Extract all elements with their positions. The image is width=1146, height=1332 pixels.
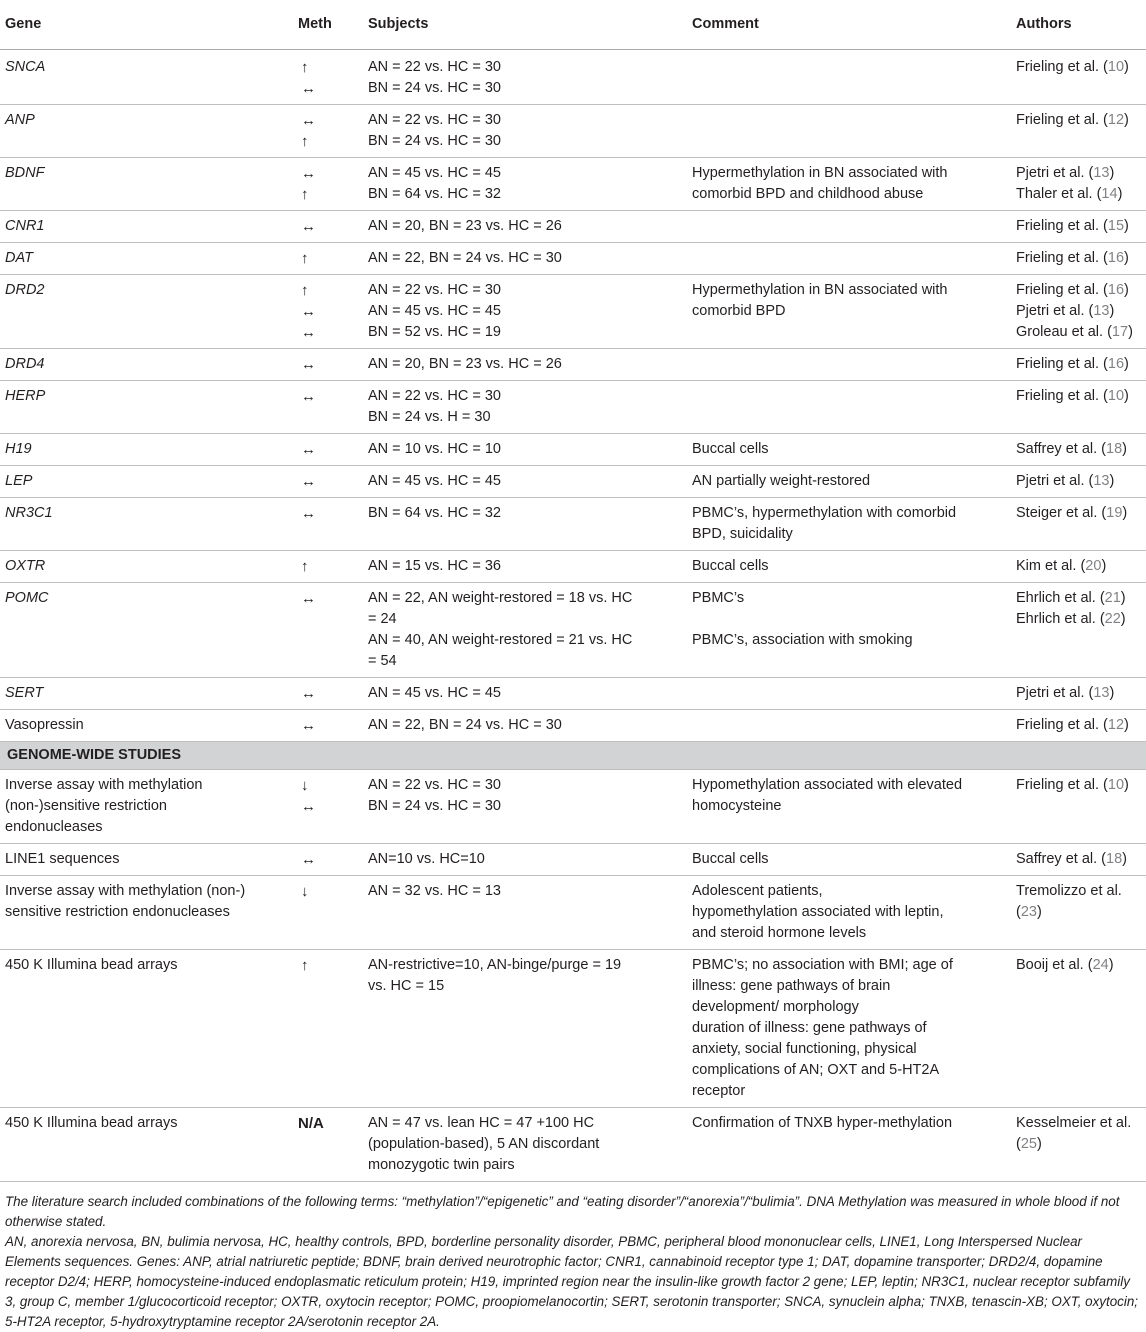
comment-text: duration of illness: gene pathways of [692,1020,927,1036]
subjects-text: BN = 52 vs. HC = 19 [368,324,501,340]
gene-name: LINE1 sequences [5,851,120,867]
subjects-cell [362,551,686,583]
meth-cell [292,381,362,434]
comment-cell [686,498,1010,551]
table-row [0,243,1146,275]
authors-cell [1010,770,1146,844]
table-row [0,434,1146,466]
comment-text: and steroid hormone levels [692,925,867,941]
authors-cell [1010,466,1146,498]
gene-name: POMC [5,590,49,606]
table-row [0,551,1146,583]
methylation-arrow-icon: ↔ [301,685,316,702]
comment-cell [686,211,1010,243]
footnote-abbreviations: AN, anorexia nervosa, BN, bulimia nervosa, HC, healthy controls, BPD, borderline personality disorder, PBMC, peripheral blood mononuclear cells, LINE1, Long Interspersed Nuclear Elements sequences. Genes: ANP, atrial natriuretic peptide; BDNF, brain derived neurotrophic factor; CNR1, cannabinoid receptor type 1; DAT, dopamine transporter; DRD2/4, dopamine receptor D2/4; HERP, homocysteine-induced endoplasmatic reticulum protein; H19, imprinted region near the insulin-like growth factor 2 gene; LEP, leptin; NR3C1, nuclear receptor subfamily 3, group C, member 1/glucocorticoid receptor; OXTR, oxytocin receptor; POMC, proopiomelanocortin; SERT, serotonin transporter; SNCA, synuclein alpha; TNXB, tenascin-XB; OXT, oxytocin; 5-HT2A receptor, 5-hydroxytryptamine receptor 2A/serotonin receptor 2A. [5,1234,1138,1329]
authors-cell [1010,710,1146,742]
meth-cell [292,844,362,876]
subjects-cell [362,1108,686,1182]
comment-text: Confirmation of TNXB hyper-methylation [692,1115,953,1131]
reference-link[interactable]: 20 [1085,558,1102,574]
header-gene: Gene [0,0,292,50]
comment-cell [686,950,1010,1108]
gene-name: CNR1 [5,218,45,234]
subjects-text: AN = 15 vs. HC = 36 [368,558,501,574]
comment-text: development/ morphology [692,999,859,1015]
comment-cell [686,466,1010,498]
gene-name: LEP [5,473,33,489]
table-row [0,466,1146,498]
subjects-text: AN = 22 vs. HC = 30 [368,282,501,298]
gene-cell [0,551,292,583]
subjects-cell [362,275,686,349]
gene-cell [0,876,292,950]
subjects-cell [362,158,686,211]
subjects-text: vs. HC = 15 [368,978,445,994]
comment-cell [686,243,1010,275]
comment-text: PBMC’s [692,590,745,606]
author-citation: Pjetri et al. (13) [1016,473,1115,489]
comment-cell [686,50,1010,105]
author-citation: Saffrey et al. (18) [1016,851,1127,867]
subjects-text: AN = 22, BN = 24 vs. HC = 30 [368,717,562,733]
subjects-text: AN = 45 vs. HC = 45 [368,303,501,319]
author-citation: Frieling et al. (16) [1016,250,1129,266]
author-citation: Frieling et al. (16) [1016,356,1129,372]
gene-cell [0,349,292,381]
comment-cell [686,275,1010,349]
comment-cell [686,105,1010,158]
comment-text: homocysteine [692,798,782,814]
table-row [0,678,1146,710]
reference-link[interactable]: 18 [1106,441,1123,457]
author-citation: (23) [1016,904,1042,920]
comment-text: anxiety, social functioning, physical [692,1041,917,1057]
header-comment: Comment [686,0,1010,50]
author-citation: Kesselmeier et al. [1016,1115,1132,1131]
comment-text: receptor [692,1083,746,1099]
comment-cell [686,844,1010,876]
reference-link[interactable]: 24 [1092,957,1109,973]
subjects-cell [362,498,686,551]
comment-text: BPD, suicidality [692,526,793,542]
gene-name: Inverse assay with methylation (non-) [5,883,246,899]
header-authors: Authors [1010,0,1146,50]
reference-link[interactable]: 17 [1111,324,1129,340]
meth-cell [292,466,362,498]
header-subjects: Subjects [362,0,686,50]
gene-name: 450 K Illumina bead arrays [5,1115,178,1131]
methylation-arrow-icon: ↔ [301,80,316,97]
reference-link[interactable]: 13 [1093,685,1110,701]
gene-cell [0,466,292,498]
gene-name: ANP [5,112,35,128]
comment-text: Hypermethylation in BN associated with [692,282,948,298]
comment-text: Buccal cells [692,441,769,457]
authors-cell [1010,349,1146,381]
comment-cell [686,381,1010,434]
subjects-cell [362,243,686,275]
subjects-text: BN = 24 vs. HC = 30 [368,133,501,149]
comment-cell [686,1108,1010,1182]
authors-cell [1010,950,1146,1108]
subjects-cell [362,349,686,381]
gene-cell [0,381,292,434]
reference-link[interactable]: 12 [1107,717,1125,733]
subjects-cell [362,844,686,876]
author-citation: Thaler et al. (14) [1016,186,1123,202]
subjects-text: AN = 22, AN weight-restored = 18 vs. HC [368,590,633,606]
meth-cell [292,710,362,742]
section-title: GENOME-WIDE STUDIES [7,747,182,763]
author-citation: Booij et al. (24) [1016,957,1114,973]
reference-link[interactable]: 10 [1107,388,1125,404]
subjects-cell [362,50,686,105]
gene-name: DRD2 [5,282,45,298]
reference-link[interactable]: 15 [1107,218,1125,234]
methylation-arrow-icon: ↔ [301,717,316,734]
comment-text: Hypomethylation associated with elevated [692,777,963,793]
reference-link[interactable]: 13 [1093,303,1110,319]
authors-cell [1010,211,1146,243]
reference-link[interactable]: 13 [1093,473,1110,489]
gene-name: Inverse assay with methylation [5,777,203,793]
comment-cell [686,710,1010,742]
comment-text: Hypermethylation in BN associated with [692,165,948,181]
reference-link[interactable]: 10 [1107,777,1125,793]
methylation-arrow-icon: ↑ [301,282,309,299]
subjects-text: AN = 20, BN = 23 vs. HC = 26 [368,218,562,234]
authors-cell [1010,583,1146,678]
gene-name: H19 [5,441,32,457]
table-row [0,381,1146,434]
gene-name: 450 K Illumina bead arrays [5,957,178,973]
methylation-arrow-icon: ↔ [301,324,316,341]
author-citation: Pjetri et al. (13) [1016,685,1115,701]
table-row [0,105,1146,158]
subjects-text: AN-restrictive=10, AN-binge/purge = 19 [368,957,622,973]
comment-text: comorbid BPD and childhood abuse [692,186,924,202]
gene-name: DRD4 [5,356,45,372]
comment-cell [686,583,1010,678]
subjects-text: = 24 [368,611,397,627]
gene-name: (non-)sensitive restriction [5,798,167,814]
table-row [0,710,1146,742]
table-row [0,844,1146,876]
author-citation: Frieling et al. (12) [1016,717,1129,733]
subjects-text: AN=10 vs. HC=10 [368,851,485,867]
author-citation: Frieling et al. (10) [1016,388,1129,404]
comment-text: Buccal cells [692,558,769,574]
reference-link[interactable]: 19 [1106,505,1123,521]
gene-cell [0,434,292,466]
reference-link[interactable]: 18 [1106,851,1123,867]
methylation-arrow-icon: ↔ [301,590,316,607]
table-row [0,1108,1146,1182]
subjects-text: AN = 45 vs. HC = 45 [368,685,501,701]
gene-cell [0,770,292,844]
meth-cell [292,275,362,349]
methylation-arrow-icon: ↓ [301,883,309,900]
author-citation: (25) [1016,1136,1042,1152]
authors-cell [1010,105,1146,158]
table-row [0,498,1146,551]
author-citation: Tremolizzo et al. [1016,883,1122,899]
gene-cell [0,275,292,349]
gene-name: DAT [5,250,33,266]
subjects-text: BN = 64 vs. HC = 32 [368,505,501,521]
author-citation: Pjetri et al. (13) [1016,303,1115,319]
table-header-row [0,0,1146,50]
gene-name: NR3C1 [5,505,53,521]
meth-cell [292,243,362,275]
methylation-arrow-icon: ↑ [301,59,309,76]
subjects-text: AN = 10 vs. HC = 10 [368,441,501,457]
reference-link[interactable]: 23 [1020,904,1037,920]
comment-cell [686,551,1010,583]
subjects-cell [362,710,686,742]
comment-text: Adolescent patients, [692,883,823,899]
subjects-text: BN = 24 vs. HC = 30 [368,80,501,96]
methylation-arrow-icon: ↑ [301,186,309,203]
comment-text: illness: gene pathways of brain [692,978,891,994]
authors-cell [1010,498,1146,551]
gene-name: HERP [5,388,46,404]
subjects-text: AN = 47 vs. lean HC = 47 +100 HC [368,1115,595,1131]
subjects-text: AN = 45 vs. HC = 45 [368,165,501,181]
subjects-text: = 54 [368,653,397,669]
meth-cell [292,678,362,710]
authors-cell [1010,1108,1146,1182]
methylation-arrow-icon: ↑ [301,558,309,575]
authors-cell [1010,844,1146,876]
subjects-cell [362,678,686,710]
methylation-arrow-icon: ↓ [301,777,309,794]
authors-cell [1010,678,1146,710]
subjects-text: (population-based), 5 AN discordant [368,1136,600,1152]
author-citation: Saffrey et al. (18) [1016,441,1127,457]
subjects-cell [362,211,686,243]
author-citation: Frieling et al. (10) [1016,59,1129,75]
author-citation: Frieling et al. (16) [1016,282,1129,298]
authors-cell [1010,243,1146,275]
section-header-row [0,742,1146,770]
meth-cell [292,770,362,844]
gene-cell [0,158,292,211]
gene-cell [0,678,292,710]
gene-cell [0,50,292,105]
author-citation: Frieling et al. (10) [1016,777,1129,793]
reference-link[interactable]: 16 [1107,250,1125,266]
gene-name: OXTR [5,558,46,574]
reference-link[interactable]: 16 [1107,356,1125,372]
authors-cell [1010,275,1146,349]
comment-cell [686,678,1010,710]
comment-cell [686,876,1010,950]
meth-cell [292,498,362,551]
table-body [0,50,1146,1182]
meth-cell [292,551,362,583]
gene-name: endonucleases [5,819,103,835]
footnote-search-terms: The literature search included combinations of the following terms: “methylation”/“epigenetic” and “eating disorder”/“anorexia”/“bulimia”. DNA Methylation was measured in whole blood if not otherwise stated. [5,1194,1120,1229]
authors-cell [1010,551,1146,583]
authors-cell [1010,158,1146,211]
meth-cell [292,158,362,211]
subjects-cell [362,876,686,950]
subjects-cell [362,381,686,434]
methylation-arrow-icon: ↔ [301,441,316,458]
methylation-arrow-icon: ↔ [301,218,316,235]
meth-cell [292,434,362,466]
reference-link[interactable]: 21 [1104,590,1121,606]
comment-text: PBMC’s, hypermethylation with comorbid [692,505,957,521]
meth-cell [292,105,362,158]
authors-cell [1010,381,1146,434]
subjects-cell [362,434,686,466]
comment-text: comorbid BPD [692,303,786,319]
reference-link[interactable]: 16 [1107,282,1125,298]
subjects-text: AN = 20, BN = 23 vs. HC = 26 [368,356,562,372]
meth-cell [292,1108,362,1182]
table-row [0,275,1146,349]
methylation-arrow-icon: ↑ [301,957,309,974]
author-citation: Frieling et al. (15) [1016,218,1129,234]
author-citation: Groleau et al. (17) [1016,324,1133,340]
table-row [0,50,1146,105]
methylation-arrow-icon: ↔ [301,505,316,522]
author-citation: Frieling et al. (12) [1016,112,1129,128]
subjects-text: AN = 22 vs. HC = 30 [368,388,501,404]
meth-cell [292,50,362,105]
gene-cell [0,710,292,742]
author-citation: Kim et al. (20) [1016,558,1107,574]
authors-cell [1010,50,1146,105]
subjects-text: AN = 22, BN = 24 vs. HC = 30 [368,250,562,266]
subjects-text: BN = 24 vs. HC = 30 [368,798,501,814]
gene-cell [0,583,292,678]
subjects-text: BN = 24 vs. H = 30 [368,409,491,425]
meth-cell [292,211,362,243]
gene-cell [0,1108,292,1182]
comment-text: PBMC’s, association with smoking [692,632,913,648]
table-row [0,158,1146,211]
section-header-cell [0,742,1146,770]
table-footnote [5,1192,1141,1332]
methylation-arrow-icon: ↔ [301,798,316,815]
reference-link[interactable]: 14 [1101,186,1118,202]
table-row [0,211,1146,243]
meth-cell [292,950,362,1108]
methylation-arrow-icon: ↔ [301,356,316,373]
not-available-label: N/A [298,1115,324,1132]
subjects-cell [362,466,686,498]
reference-link[interactable]: 13 [1093,165,1110,181]
gene-name: sensitive restriction endonucleases [5,904,230,920]
author-citation: Steiger et al. (19) [1016,505,1128,521]
reference-link[interactable]: 22 [1104,611,1121,627]
subjects-text: BN = 64 vs. HC = 32 [368,186,501,202]
methylation-arrow-icon: ↔ [301,851,316,868]
gene-cell [0,498,292,551]
subjects-cell [362,950,686,1108]
table-row [0,583,1146,678]
gene-name: SNCA [5,59,46,75]
methylation-arrow-icon: ↔ [301,303,316,320]
gene-cell [0,950,292,1108]
authors-cell [1010,876,1146,950]
subjects-text: AN = 22 vs. HC = 30 [368,112,501,128]
comment-cell [686,349,1010,381]
reference-link[interactable]: 10 [1107,59,1125,75]
methylation-arrow-icon: ↑ [301,250,309,267]
gene-name: Vasopressin [5,717,84,733]
subjects-text: AN = 22 vs. HC = 30 [368,59,501,75]
comment-text [692,609,1004,630]
subjects-text: AN = 32 vs. HC = 13 [368,883,501,899]
table-row [0,950,1146,1108]
header-meth: Meth [292,0,362,50]
comment-cell [686,770,1010,844]
methylation-arrow-icon: ↔ [301,473,316,490]
table-row [0,349,1146,381]
reference-link[interactable]: 12 [1107,112,1125,128]
comment-cell [686,158,1010,211]
gene-name: BDNF [5,165,45,181]
subjects-cell [362,583,686,678]
subjects-text: monozygotic twin pairs [368,1157,515,1173]
subjects-text: AN = 45 vs. HC = 45 [368,473,501,489]
meth-cell [292,876,362,950]
meth-cell [292,349,362,381]
methylation-arrow-icon: ↑ [301,133,309,150]
subjects-text: AN = 22 vs. HC = 30 [368,777,501,793]
comment-text: complications of AN; OXT and 5-HT2A [692,1062,940,1078]
gene-name: SERT [5,685,44,701]
methylation-arrow-icon: ↔ [301,165,316,182]
table-row [0,770,1146,844]
author-citation: Ehrlich et al. (21) [1016,590,1126,606]
reference-link[interactable]: 25 [1020,1136,1037,1152]
comment-cell [686,434,1010,466]
methylation-arrow-icon: ↔ [301,112,316,129]
author-citation: Pjetri et al. (13) [1016,165,1115,181]
table-row [0,876,1146,950]
subjects-cell [362,770,686,844]
comment-text: hypomethylation associated with leptin, [692,904,944,920]
gene-cell [0,243,292,275]
comment-text: AN partially weight-restored [692,473,871,489]
author-citation: Ehrlich et al. (22) [1016,611,1126,627]
meth-cell [292,583,362,678]
methylation-arrow-icon: ↔ [301,388,316,405]
gene-cell [0,105,292,158]
subjects-cell [362,105,686,158]
authors-cell [1010,434,1146,466]
subjects-text: AN = 40, AN weight-restored = 21 vs. HC [368,632,633,648]
comment-text: Buccal cells [692,851,769,867]
gene-cell [0,844,292,876]
gene-cell [0,211,292,243]
comment-text: PBMC’s; no association with BMI; age of [692,957,953,973]
